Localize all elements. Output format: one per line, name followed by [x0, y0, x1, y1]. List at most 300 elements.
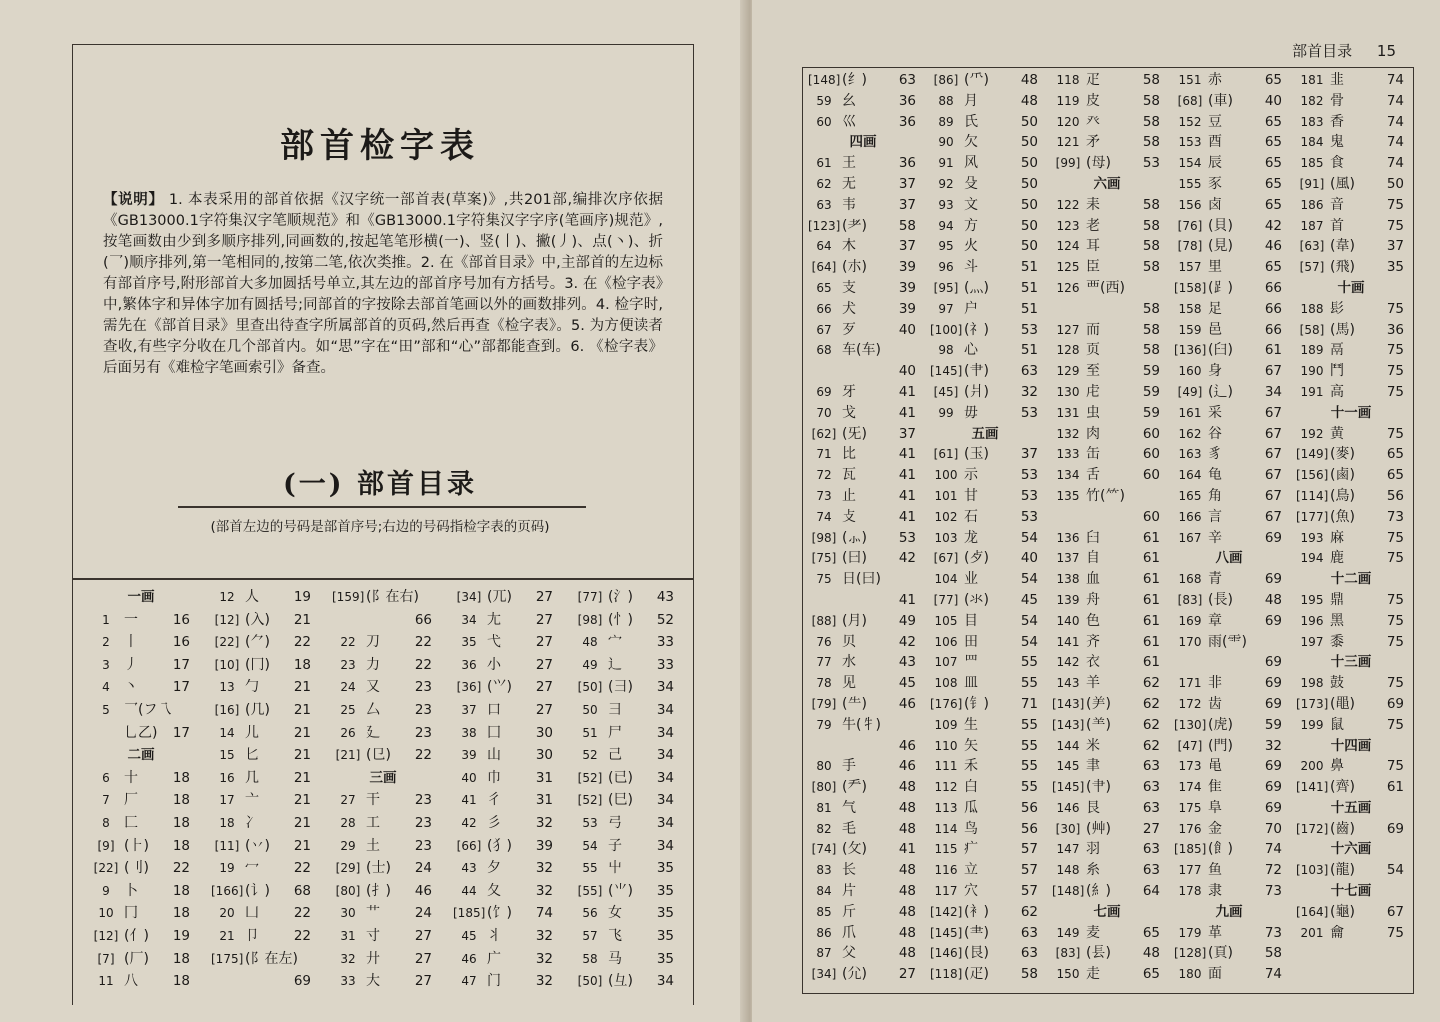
- radical-glyph: 木: [842, 238, 856, 255]
- radical-entry: [211, 970, 313, 993]
- radical-page: 75: [1386, 300, 1404, 317]
- radical-page: 67: [1264, 467, 1282, 484]
- radical-page: 61: [1142, 529, 1160, 546]
- radical-page: 46: [414, 882, 432, 899]
- radical-glyph: 山: [487, 747, 501, 764]
- radical-glyph: (馬): [1330, 321, 1355, 338]
- radical-glyph: 而: [1086, 321, 1100, 338]
- stroke-count-heading: 一画: [127, 589, 155, 605]
- radical-entry: [808, 361, 918, 382]
- radical-entry: [1174, 798, 1284, 819]
- radical-page: 39: [898, 300, 916, 317]
- radical-glyph: 老: [1086, 217, 1100, 234]
- radical-entry: [808, 881, 918, 902]
- radical-number: [83]: [1177, 592, 1203, 607]
- radical-entry: [1296, 320, 1406, 341]
- radical-entry: [1174, 756, 1284, 777]
- radical-entry: [1052, 424, 1162, 445]
- radical-number: [47]: [1177, 738, 1203, 753]
- radical-page: 69: [293, 973, 311, 990]
- radical-glyph: 方: [964, 217, 978, 234]
- radical-glyph: (攵): [842, 841, 867, 858]
- radical-page: 74: [1386, 134, 1404, 151]
- radical-entry: [1174, 715, 1284, 736]
- radical-glyph: 卩: [245, 927, 259, 944]
- radical-number: 117: [934, 884, 958, 899]
- radical-entry: [1052, 195, 1162, 216]
- radical-page: 46: [898, 695, 916, 712]
- radical-number: 35: [461, 635, 477, 650]
- radical-page: 63: [1142, 799, 1160, 816]
- radical-page: 48: [898, 799, 916, 816]
- radical-glyph: 口: [487, 701, 501, 718]
- radical-page: 63: [1142, 841, 1160, 858]
- radical-entry: [1296, 424, 1406, 445]
- radical-glyph: 见: [842, 675, 856, 692]
- radical-page: 22: [293, 905, 311, 922]
- radical-entry: [1174, 736, 1284, 757]
- radical-entry: [453, 948, 555, 971]
- radical-glyph: (彐): [608, 679, 633, 696]
- radical-number: 145: [1056, 759, 1080, 774]
- radical-entry: [930, 964, 1040, 985]
- radical-entry: [808, 195, 918, 216]
- radical-page: 58: [1142, 134, 1160, 151]
- radical-entry: [1052, 507, 1162, 528]
- radical-number: 26: [340, 725, 356, 740]
- radical-glyph: 穴: [964, 883, 978, 900]
- radical-page: 63: [1020, 924, 1038, 941]
- radical-page: 40: [898, 321, 916, 338]
- radical-page: 63: [1020, 363, 1038, 380]
- radical-glyph: (尣): [842, 966, 867, 983]
- radical-glyph: 氏: [964, 113, 978, 130]
- radical-number: [143]: [1052, 696, 1085, 711]
- radical-glyph: 高: [1330, 383, 1344, 400]
- radical-page: 50: [1020, 196, 1038, 213]
- radical-number: 76: [816, 634, 832, 649]
- radical-glyph: 鬼: [1330, 134, 1344, 151]
- radical-entry: [453, 857, 555, 880]
- radical-number: 62: [816, 176, 832, 191]
- radical-number: 68: [816, 343, 832, 358]
- radical-page: 75: [1386, 716, 1404, 733]
- radical-entry: [574, 970, 676, 993]
- radical-number: 46: [461, 951, 477, 966]
- radical-number: 87: [816, 946, 832, 961]
- radical-page: 27: [535, 634, 553, 651]
- radical-glyph: 大: [366, 973, 380, 990]
- radical-glyph: 厶: [366, 701, 380, 718]
- radical-number: 67: [816, 322, 832, 337]
- radical-page: 49: [898, 612, 916, 629]
- radical-glyph: 月: [964, 92, 978, 109]
- radical-page: 41: [898, 841, 916, 858]
- radical-number: [16]: [214, 702, 240, 717]
- radical-glyph: 里: [1208, 259, 1222, 276]
- radical-number: [11]: [214, 838, 240, 853]
- radical-glyph: 勹: [245, 679, 259, 696]
- radical-number: [80]: [811, 780, 837, 795]
- radical-number: 113: [934, 800, 958, 815]
- radical-glyph: 角: [1208, 487, 1222, 504]
- radical-page: 55: [1020, 716, 1038, 733]
- radical-page: 48: [898, 903, 916, 920]
- radical-number: [176]: [930, 696, 963, 711]
- radical-number: 86: [816, 925, 832, 940]
- radical-entry: [808, 70, 918, 91]
- radical-glyph: 鹿: [1330, 550, 1344, 567]
- radical-number: 53: [582, 815, 598, 830]
- radical-glyph: 隶: [1208, 883, 1222, 900]
- radical-number: 170: [1178, 634, 1202, 649]
- radical-glyph: 彐: [608, 701, 622, 718]
- radical-entry: [211, 902, 313, 925]
- radical-glyph: 虍: [1086, 383, 1100, 400]
- radical-glyph: 耒: [1086, 196, 1100, 213]
- radical-number: 174: [1178, 780, 1202, 795]
- radical-glyph: (月): [842, 612, 867, 629]
- radical-glyph: (几): [245, 701, 270, 718]
- radical-glyph: 寸: [366, 927, 380, 944]
- radical-number: [64]: [811, 260, 837, 275]
- radical-number: 183: [1300, 114, 1324, 129]
- radical-page: 58: [1142, 238, 1160, 255]
- radical-glyph: 长: [842, 862, 856, 879]
- radical-entry: [1174, 132, 1284, 153]
- radical-page: 33: [656, 656, 674, 673]
- radical-entry: [930, 91, 1040, 112]
- radical-page: 60: [1142, 508, 1160, 525]
- radical-entry: [211, 857, 313, 880]
- radical-glyph: 无: [842, 175, 856, 192]
- radical-page: 63: [1020, 945, 1038, 962]
- radical-entry: [808, 736, 918, 757]
- radical-page: 34: [1264, 383, 1282, 400]
- radical-entry: [930, 444, 1040, 465]
- radical-number: [80]: [335, 883, 361, 898]
- radical-entry: [1296, 486, 1406, 507]
- radical-glyph: (⺈): [245, 634, 270, 651]
- radical-glyph: 禾: [964, 758, 978, 775]
- radical-number: 99: [938, 405, 954, 420]
- radical-page: 48: [898, 924, 916, 941]
- radical-page: 75: [1386, 758, 1404, 775]
- stroke-count-heading: 四画: [849, 134, 877, 151]
- radical-page: 69: [1386, 695, 1404, 712]
- radical-number: 2: [102, 635, 110, 650]
- radical-number: 197: [1300, 634, 1324, 649]
- radical-entry: [930, 756, 1040, 777]
- radical-entry: [808, 507, 918, 528]
- radical-page: 75: [1386, 675, 1404, 692]
- radical-glyph: 髟: [1330, 300, 1344, 317]
- radical-glyph: 至: [1086, 363, 1100, 380]
- radical-number: 166: [1178, 509, 1202, 524]
- radical-glyph: 走: [1086, 966, 1100, 983]
- radical-glyph: 丿: [124, 656, 138, 673]
- radical-entry: [808, 278, 918, 299]
- radical-entry: [1296, 694, 1406, 715]
- radical-number: 192: [1300, 426, 1324, 441]
- radical-glyph: 臼: [1086, 529, 1100, 546]
- right-page: [752, 0, 1440, 1022]
- radical-page: 34: [656, 679, 674, 696]
- radical-page: 50: [1020, 217, 1038, 234]
- radical-glyph: 首: [1330, 217, 1344, 234]
- radical-entry: [930, 715, 1040, 736]
- radical-page: 27: [535, 656, 553, 673]
- radical-entry: [808, 569, 918, 590]
- radical-entry: [332, 609, 434, 632]
- radical-glyph: 夂: [487, 882, 501, 899]
- radical-glyph: 凵: [245, 905, 259, 922]
- radical-entry: [1174, 382, 1284, 403]
- radical-entry: [211, 609, 313, 632]
- radical-entry: [930, 632, 1040, 653]
- radical-page: 63: [1142, 758, 1160, 775]
- radical-number: 153: [1178, 135, 1202, 150]
- radical-entry: [332, 699, 434, 722]
- radical-number: 148: [1056, 863, 1080, 878]
- radical-entry: [1052, 132, 1162, 153]
- radical-number: [79]: [811, 696, 837, 711]
- radical-entry: [332, 744, 434, 767]
- radical-entry: [1296, 611, 1406, 632]
- radical-page: 21: [293, 814, 311, 831]
- radical-glyph: 臣: [1086, 259, 1100, 276]
- radical-page: 67: [1386, 903, 1404, 920]
- running-header-title: 部首目录: [1292, 42, 1353, 60]
- radical-number: 141: [1056, 634, 1080, 649]
- radical-page: 63: [898, 72, 916, 88]
- stroke-count-heading: 三画: [369, 769, 397, 786]
- radical-glyph: (讠): [245, 882, 270, 899]
- radical-entry: [90, 857, 192, 880]
- radical-page: 69: [1264, 695, 1282, 712]
- radical-entry: [808, 777, 918, 798]
- radical-number: [100]: [930, 322, 963, 337]
- radical-glyph: (纟): [842, 72, 867, 88]
- radical-entry: [930, 216, 1040, 237]
- radical-glyph: 宀: [608, 634, 622, 651]
- radical-glyph: 舌: [1086, 467, 1100, 484]
- radical-glyph: (⺶): [1086, 695, 1111, 712]
- radical-glyph: 自: [1086, 550, 1100, 567]
- radical-glyph: 尢: [487, 611, 501, 628]
- radical-number: 97: [938, 301, 954, 316]
- radical-page: 32: [535, 973, 553, 990]
- radical-page: 43: [656, 589, 674, 605]
- radical-number: 103: [934, 530, 958, 545]
- radical-glyph: (朩): [842, 259, 867, 276]
- radical-number: 82: [816, 821, 832, 836]
- radical-column: [808, 70, 918, 985]
- radical-number: 136: [1056, 530, 1080, 545]
- radical-entry: [1296, 777, 1406, 798]
- radical-glyph: 页: [1086, 342, 1100, 359]
- radical-number: 4: [102, 680, 110, 695]
- radical-page: 22: [414, 656, 432, 673]
- radical-entry: [1052, 444, 1162, 465]
- radical-number: 11: [98, 974, 114, 989]
- radical-glyph: (歺): [964, 550, 989, 567]
- radical-entry: [574, 925, 676, 948]
- radical-number: 5: [102, 702, 110, 717]
- radical-page: 75: [1386, 529, 1404, 546]
- radical-glyph: (長): [1208, 591, 1233, 608]
- radical-page: 61: [1264, 342, 1282, 359]
- radical-number: 84: [816, 884, 832, 899]
- radical-number: 66: [816, 301, 832, 316]
- radical-number: 81: [816, 800, 832, 815]
- radical-page: 51: [1020, 342, 1038, 359]
- radical-page: 69: [1386, 820, 1404, 837]
- radical-number: 132: [1056, 426, 1080, 441]
- radical-page: 19: [172, 927, 190, 944]
- radical-page: 67: [1264, 508, 1282, 525]
- page-title: 部首检字表: [280, 126, 480, 166]
- radical-number: [83]: [1055, 946, 1081, 961]
- radical-page: 58: [1142, 342, 1160, 359]
- radical-glyph: 片: [842, 883, 856, 900]
- radical-number: 19: [219, 861, 235, 876]
- radical-glyph: 香: [1330, 113, 1344, 130]
- radical-entry: [1052, 798, 1162, 819]
- radical-number: 114: [934, 821, 958, 836]
- radical-page: 48: [1020, 92, 1038, 109]
- radical-entry: [808, 715, 918, 736]
- radical-number: [34]: [456, 590, 482, 604]
- stroke-count-heading: 十七画: [1330, 883, 1372, 900]
- radical-number: 93: [938, 197, 954, 212]
- radical-glyph: 羽: [1086, 841, 1100, 858]
- radical-entry: [211, 789, 313, 812]
- radical-number: 8: [102, 815, 110, 830]
- radical-page: 34: [656, 792, 674, 809]
- radical-glyph: 身: [1208, 363, 1222, 380]
- radical-page: 66: [1264, 300, 1282, 317]
- radical-number: [61]: [933, 447, 959, 462]
- radical-entry: [90, 699, 192, 722]
- radical-page: 54: [1020, 612, 1038, 629]
- radical-glyph: 毋: [964, 404, 978, 421]
- radical-page: 66: [1264, 279, 1282, 296]
- radical-entry: [1052, 943, 1162, 964]
- radical-glyph: (⺺): [1086, 779, 1111, 796]
- radical-entry: [211, 880, 313, 903]
- radical-glyph: 马: [608, 950, 622, 967]
- radical-page: 41: [898, 404, 916, 421]
- radical-glyph: (糹): [1086, 883, 1111, 900]
- radical-number: 143: [1056, 676, 1080, 691]
- radical-page: 16: [172, 611, 190, 628]
- radical-page: 21: [293, 769, 311, 786]
- radical-number: 142: [1056, 655, 1080, 670]
- radical-entry: [808, 299, 918, 320]
- radical-number: 180: [1178, 967, 1202, 982]
- radical-number: 3: [102, 657, 110, 672]
- running-header: [1292, 40, 1396, 61]
- radical-entry: [90, 676, 192, 699]
- radical-glyph: 火: [964, 238, 978, 255]
- radical-number: [177]: [1296, 509, 1329, 524]
- radical-number: [22]: [214, 635, 240, 650]
- radical-page: 41: [898, 591, 916, 608]
- radical-page: 55: [1020, 675, 1038, 692]
- radical-page: 59: [1142, 383, 1160, 400]
- radical-entry: [332, 812, 434, 835]
- radical-glyph: (入): [245, 611, 270, 628]
- radical-number: [149]: [1296, 447, 1329, 462]
- radical-number: 92: [938, 176, 954, 191]
- radical-glyph: (頁): [1208, 945, 1233, 962]
- radical-entry: [808, 860, 918, 881]
- radical-glyph: 艮: [1086, 799, 1100, 816]
- radical-page: 73: [1386, 508, 1404, 525]
- radical-entry: [930, 70, 1040, 91]
- radical-page: 18: [293, 656, 311, 673]
- radical-number: 104: [934, 572, 958, 587]
- radical-page: 66: [414, 611, 432, 628]
- radical-number: [45]: [933, 384, 959, 399]
- radical-glyph: 足: [1208, 300, 1222, 317]
- radical-glyph: 彳: [487, 792, 501, 809]
- radical-page: 21: [293, 701, 311, 718]
- radical-number: 112: [934, 780, 958, 795]
- radical-entry: [1296, 216, 1406, 237]
- radical-number: 137: [1056, 551, 1080, 566]
- radical-glyph: 音: [1330, 196, 1344, 213]
- radical-entry: [1052, 569, 1162, 590]
- radical-entry: [1052, 964, 1162, 985]
- radical-page: 58: [1142, 196, 1160, 213]
- radical-glyph: 土: [366, 837, 380, 854]
- radical-glyph: (齊): [1330, 779, 1355, 796]
- radical-entry: [1052, 486, 1162, 507]
- radical-number: 71: [816, 447, 832, 462]
- radical-page: 36: [898, 113, 916, 130]
- radical-number: 38: [461, 725, 477, 740]
- radical-glyph: 羊: [1086, 675, 1100, 692]
- radical-page: 74: [1264, 841, 1282, 858]
- radical-glyph: (臼): [1208, 342, 1233, 359]
- radical-entry: [453, 767, 555, 790]
- radical-number: 134: [1056, 468, 1080, 483]
- radical-entry: [930, 257, 1040, 278]
- radical-glyph: 疒: [964, 841, 978, 858]
- radical-glyph: 阜: [1208, 799, 1222, 816]
- radical-entry: [1174, 174, 1284, 195]
- radical-number: [185]: [453, 906, 486, 921]
- radical-entry: [930, 236, 1040, 257]
- radical-glyph: (⺧): [842, 695, 867, 712]
- radical-entry: [1296, 174, 1406, 195]
- radical-entry: [1296, 70, 1406, 91]
- radical-glyph: 辶: [608, 656, 622, 673]
- radical-glyph: 甘: [964, 487, 978, 504]
- radical-page: 45: [1020, 591, 1038, 608]
- radical-entry: [1296, 236, 1406, 257]
- radical-glyph: 冫: [245, 814, 259, 831]
- radical-entry: [211, 586, 313, 609]
- radical-glyph: 儿: [245, 724, 259, 741]
- radical-page: 21: [293, 724, 311, 741]
- radical-number: [118]: [930, 967, 963, 982]
- radical-entry: [1296, 195, 1406, 216]
- radical-entry: [1174, 112, 1284, 133]
- radical-page: 74: [1386, 155, 1404, 172]
